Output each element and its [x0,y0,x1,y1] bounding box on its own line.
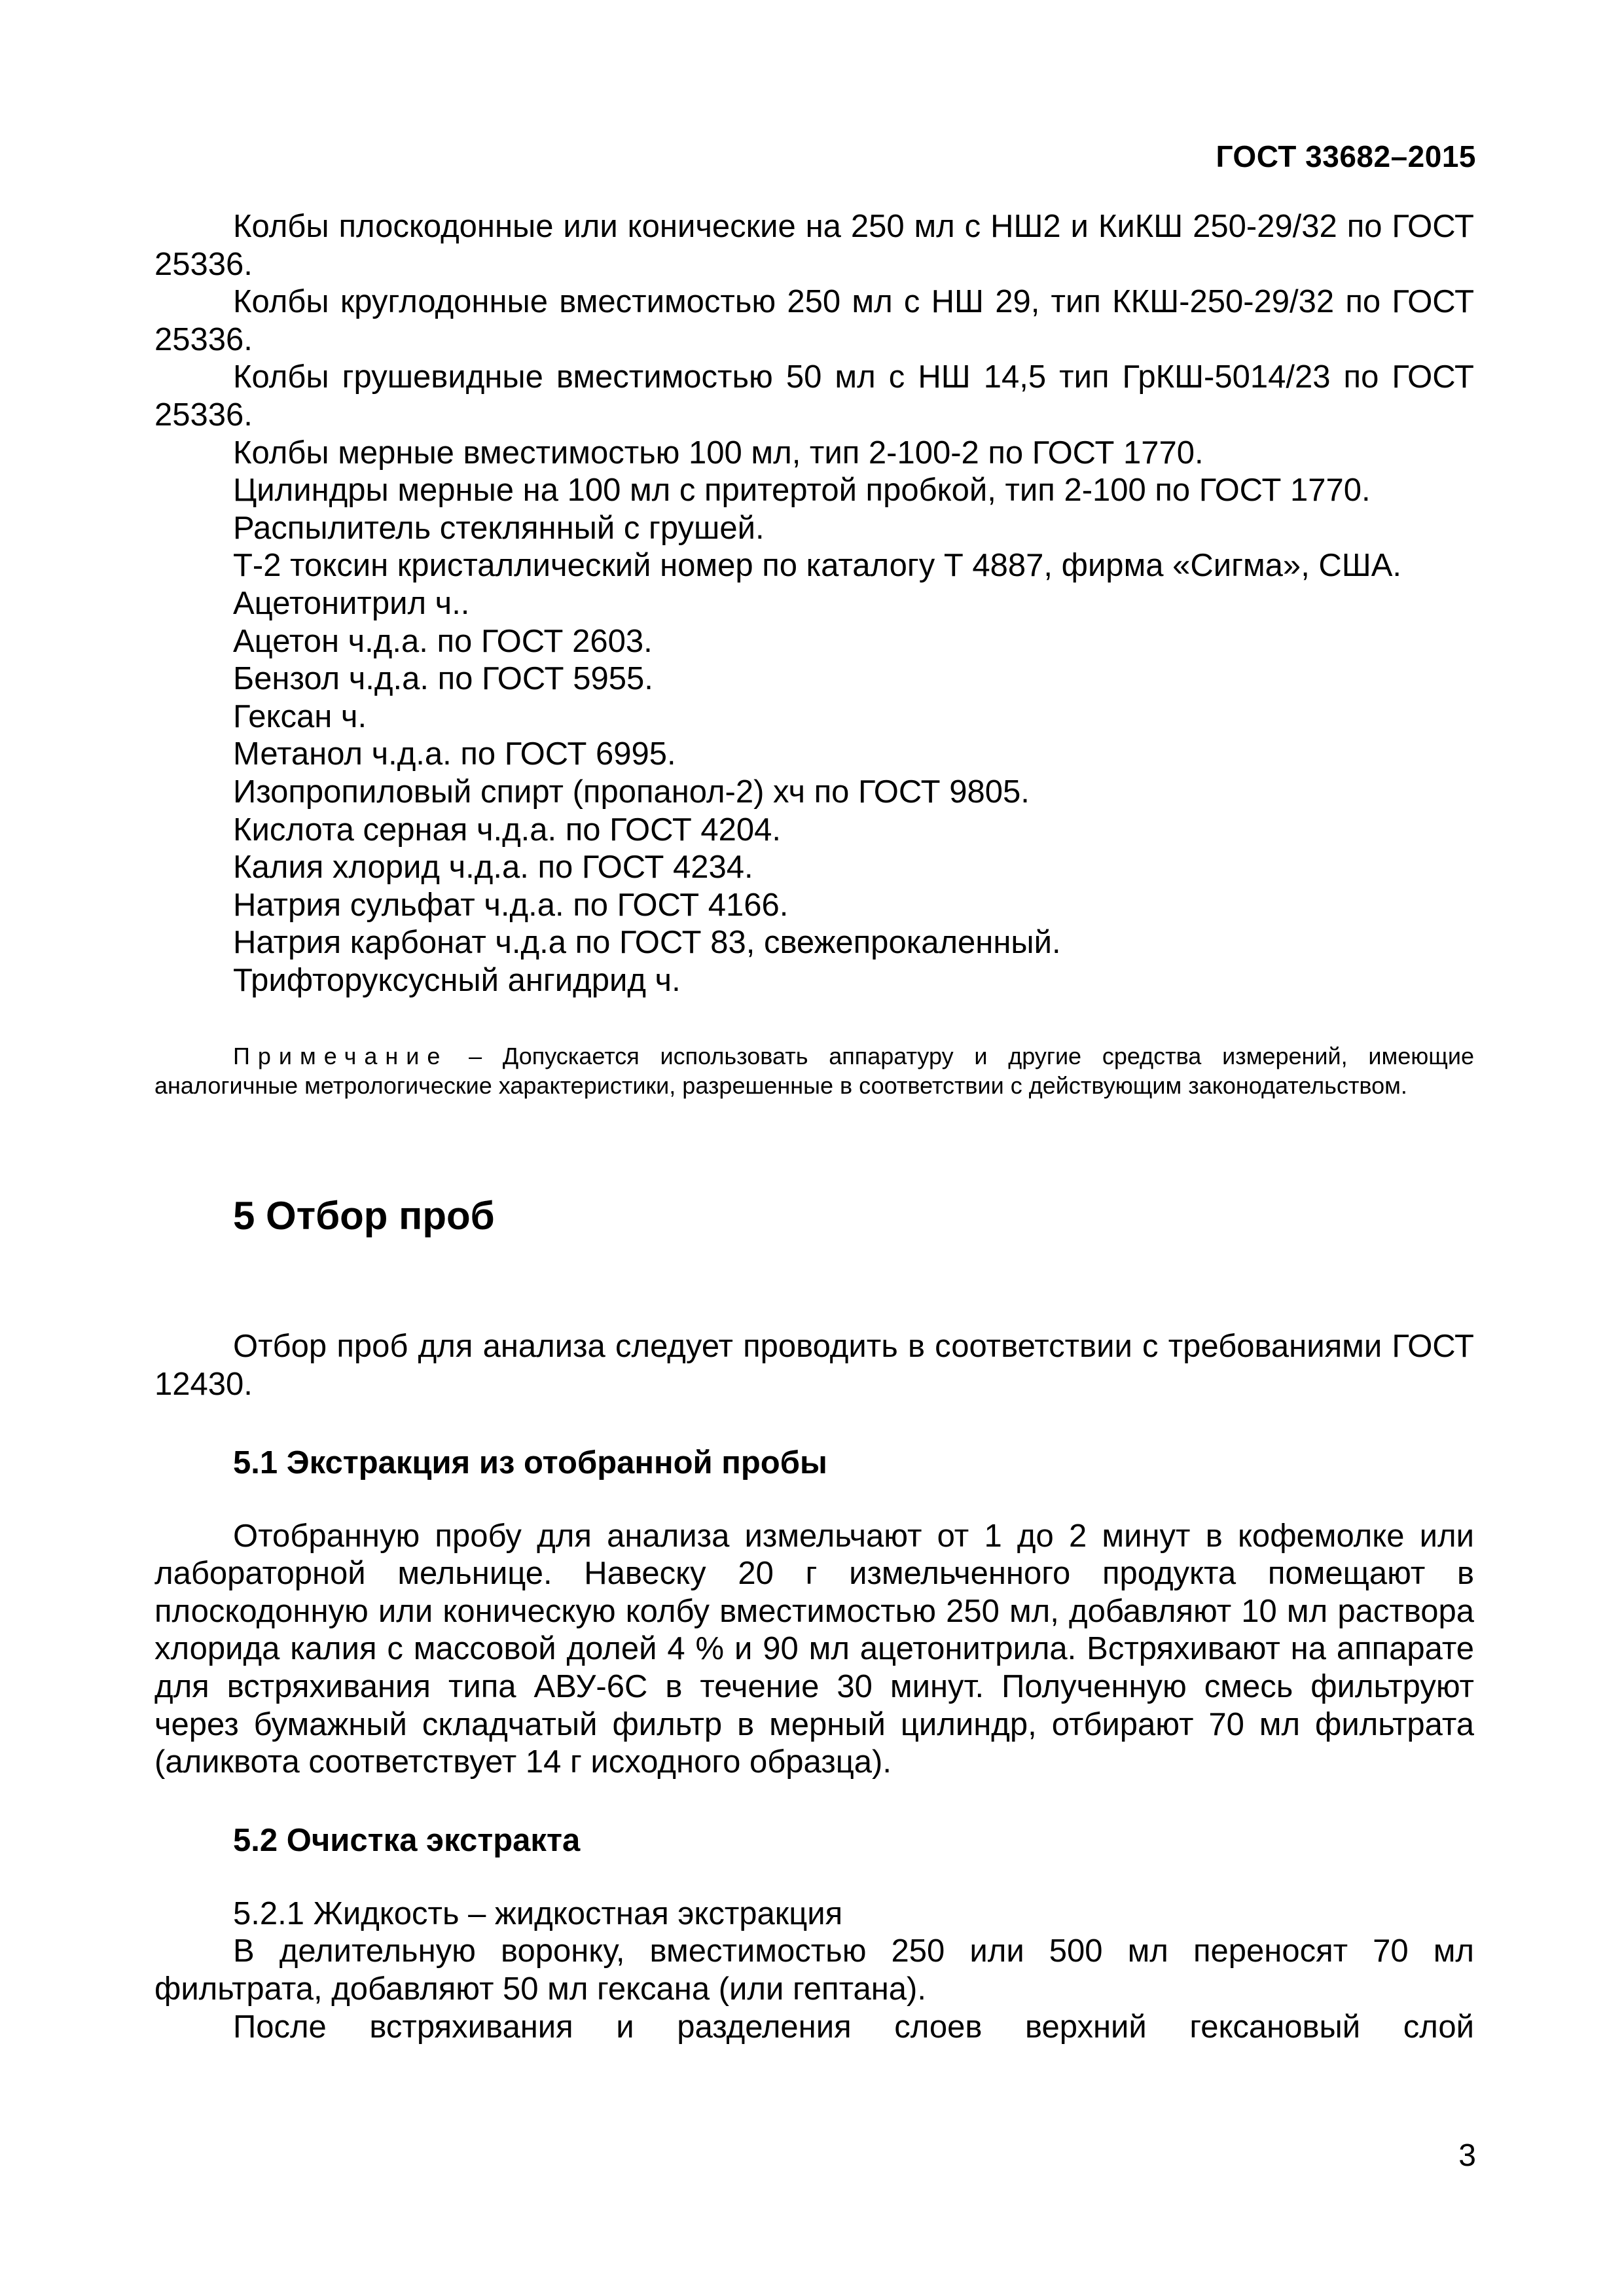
list-item: Колбы плоскодонные или конические на 250 мл с НШ2 и КиКШ 250-29/32 по ГОСТ 25336. [154,209,1474,282]
list-item: Т-2 токсин кристаллический номер по каталогу Т 4887, фирма «Сигма», США. [233,548,1402,584]
list-item: Распылитель стеклянный с грушей. [233,510,765,546]
note-paragraph [154,1041,1474,1100]
list-item: Цилиндры мерные на 100 мл с притертой пробкой, тип 2-100 по ГОСТ 1770. [233,473,1371,509]
section-5-2-title: 5.2 Очистка экстракта [233,1822,581,1858]
section-5-intro: Отбор проб для анализа следует проводить в соответствии с требованиями ГОСТ 12430. [154,1329,1474,1403]
note-text: – Допускается использовать аппаратуру и другие средства измерений, имеющие аналогичные метрологические характеристики, разрешенные в соответствии с действующим законодательством. [154,1043,1474,1100]
list-item: Изопропиловый спирт (пропанол-2) хч по ГОСТ 9805. [233,774,1030,810]
list-item: Колбы грушевидные вместимостью 50 мл с НШ 14,5 тип ГрКШ-5014/23 по ГОСТ 25336. [154,359,1474,433]
list-item: Гексан ч. [233,698,367,734]
section-5-2-1-title: 5.2.1 Жидкость – жидкостная экстракция [233,1895,843,1931]
list-item: Метанол ч.д.а. по ГОСТ 6995. [233,736,676,772]
page-content [154,208,1474,2046]
section-5-title: 5 Отбор проб [233,1194,495,1238]
section-5-1-text: Отобранную пробу для анализа измельчают от 1 до 2 минут в кофемолке или лабораторной мельнице. Навеску 20 г измельченного продукта помещают в плоскодонную или коническую колбу вместимостью 250 мл, добавляют 10 мл раствора хлорида калия с массовой долей 4 % и 90 мл ацетонитрила. Встряхивают на аппарате для встряхивания типа АВУ-6С в течение 30 минут. Полученную смесь фильтруют через бумажный складчатый фильтр в мерный цилиндр, отбирают 70 мл фильтрата (аликвота соответствует 14 г исходного образца). [154,1518,1474,1780]
list-item: Калия хлорид ч.д.а. по ГОСТ 4234. [233,850,753,886]
section-5-2-1-para2: После встряхивания и разделения слоев верхний гексановый слой [233,2009,1474,2045]
equipment-list [154,208,1474,999]
section-5-2-1-para1: В делительную воронку, вместимостью 250 или 500 мл переносят 70 мл фильтрата, добавляют 50 мл гексана (или гептана). [154,1933,1474,2007]
list-item: Бензол ч.д.а. по ГОСТ 5955. [233,661,653,697]
note-label: Примечание [233,1043,448,1070]
list-item: Натрия сульфат ч.д.а. по ГОСТ 4166. [233,887,789,923]
list-item: Трифторуксусный ангидрид ч. [233,962,681,998]
list-item: Натрия карбонат ч.д.а по ГОСТ 83, свежепрокаленный. [233,925,1061,961]
list-item: Колбы круглодонные вместимостью 250 мл с НШ 29, тип ККШ-250-29/32 по ГОСТ 25336. [154,284,1474,357]
list-item: Колбы мерные вместимостью 100 мл, тип 2-100-2 по ГОСТ 1770. [233,435,1204,471]
list-item: Кислота серная ч.д.а. по ГОСТ 4204. [233,812,781,848]
standard-code-header: ГОСТ 33682–2015 [1216,139,1476,173]
list-item: Ацетонитрил ч.. [233,585,470,621]
page-number: 3 [1458,2138,1476,2173]
section-5-1-title: 5.1 Экстракция из отобранной пробы [233,1444,827,1480]
list-item: Ацетон ч.д.а. по ГОСТ 2603. [233,623,653,659]
